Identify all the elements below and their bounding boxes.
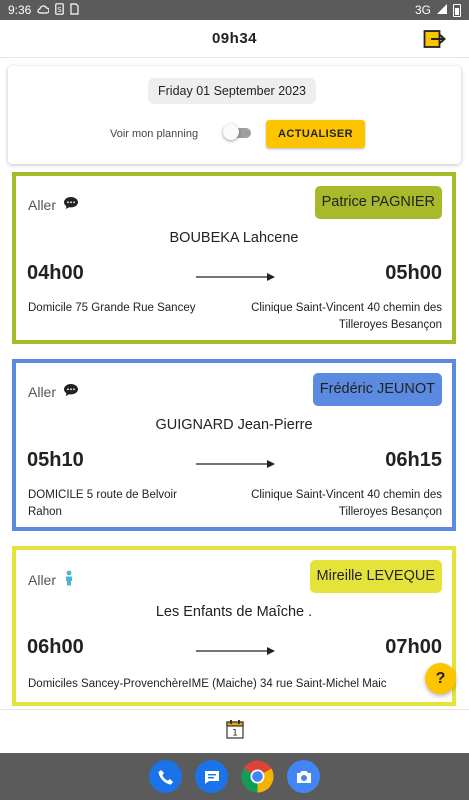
calendar-icon[interactable] <box>226 719 244 744</box>
child-icon <box>63 570 75 589</box>
direction-label: Aller <box>28 383 57 400</box>
patient-name: Les Enfants de Maîche . <box>155 604 313 620</box>
dropoff-address: Clinique Saint-Vincent 40 chemin des Tilleroyes Besançon <box>251 489 442 518</box>
patient-name: GUIGNARD Jean-Pierre <box>155 417 313 433</box>
direction-label: Aller <box>28 196 57 213</box>
status-time: 9:36 <box>8 3 32 17</box>
trip-direction <box>28 196 79 213</box>
trip-direction <box>28 383 79 400</box>
logout-icon[interactable] <box>423 28 447 50</box>
start-time: 04h00 <box>27 262 84 284</box>
planning-toggle[interactable] <box>223 126 251 140</box>
end-time: 06h15 <box>385 449 442 471</box>
driver-badge: Mireille LEVEQUE <box>310 560 442 593</box>
header-time: 09h34 <box>211 30 258 47</box>
arrow-right-icon <box>196 459 276 469</box>
end-time: 07h00 <box>385 636 442 658</box>
trip-direction <box>28 570 75 589</box>
pickup-address: Domicile 75 Grande Rue Sancey <box>28 302 196 314</box>
network-type: 3G <box>414 3 431 17</box>
dropoff-address: Clinique Saint-Vincent 40 chemin des Tilleroyes Besançon <box>251 302 442 331</box>
chrome-icon[interactable] <box>241 760 274 793</box>
status-bar <box>0 0 469 20</box>
calendar-day: 1 <box>231 728 238 739</box>
date-chip[interactable]: Friday 01 September 2023 <box>148 78 316 104</box>
start-time: 06h00 <box>27 636 84 658</box>
trip-card[interactable] <box>12 546 456 706</box>
comment-icon[interactable] <box>63 196 79 213</box>
arrow-right-icon <box>196 646 276 656</box>
start-time: 05h10 <box>27 449 84 471</box>
trip-card[interactable] <box>12 359 456 531</box>
driver-badge: Patrice PAGNIER <box>315 186 442 219</box>
messages-icon[interactable] <box>195 760 228 793</box>
app-bar <box>0 20 469 58</box>
controls-card <box>8 66 461 164</box>
system-dock <box>0 753 469 800</box>
cloud-icon <box>37 3 49 17</box>
bottom-bar <box>0 709 469 753</box>
trip-card[interactable] <box>12 172 456 344</box>
route-addresses: Domiciles Sancey-ProvenchèreIME (Maiche) 34 rue Saint-Michel Maic <box>28 678 387 690</box>
help-button[interactable]: ? <box>425 663 456 694</box>
end-time: 05h00 <box>385 262 442 284</box>
patient-name: BOUBEKA Lahcene <box>169 230 299 246</box>
signal-icon <box>436 3 448 18</box>
phone-icon[interactable] <box>149 760 182 793</box>
svg-text:S: S <box>57 5 63 14</box>
camera-icon[interactable] <box>287 760 320 793</box>
driver-badge: Frédéric JEUNOT <box>313 373 442 406</box>
refresh-button[interactable]: ACTUALISER <box>266 120 365 148</box>
pickup-address: DOMICILE 5 route de Belvoir Rahon <box>28 489 177 518</box>
comment-icon[interactable] <box>63 383 79 400</box>
sim-icon <box>70 3 79 18</box>
battery-icon <box>453 4 461 17</box>
direction-label: Aller <box>28 571 57 588</box>
storage-icon <box>55 3 64 18</box>
arrow-right-icon <box>196 272 276 282</box>
planning-label: Voir mon planning <box>110 128 199 140</box>
